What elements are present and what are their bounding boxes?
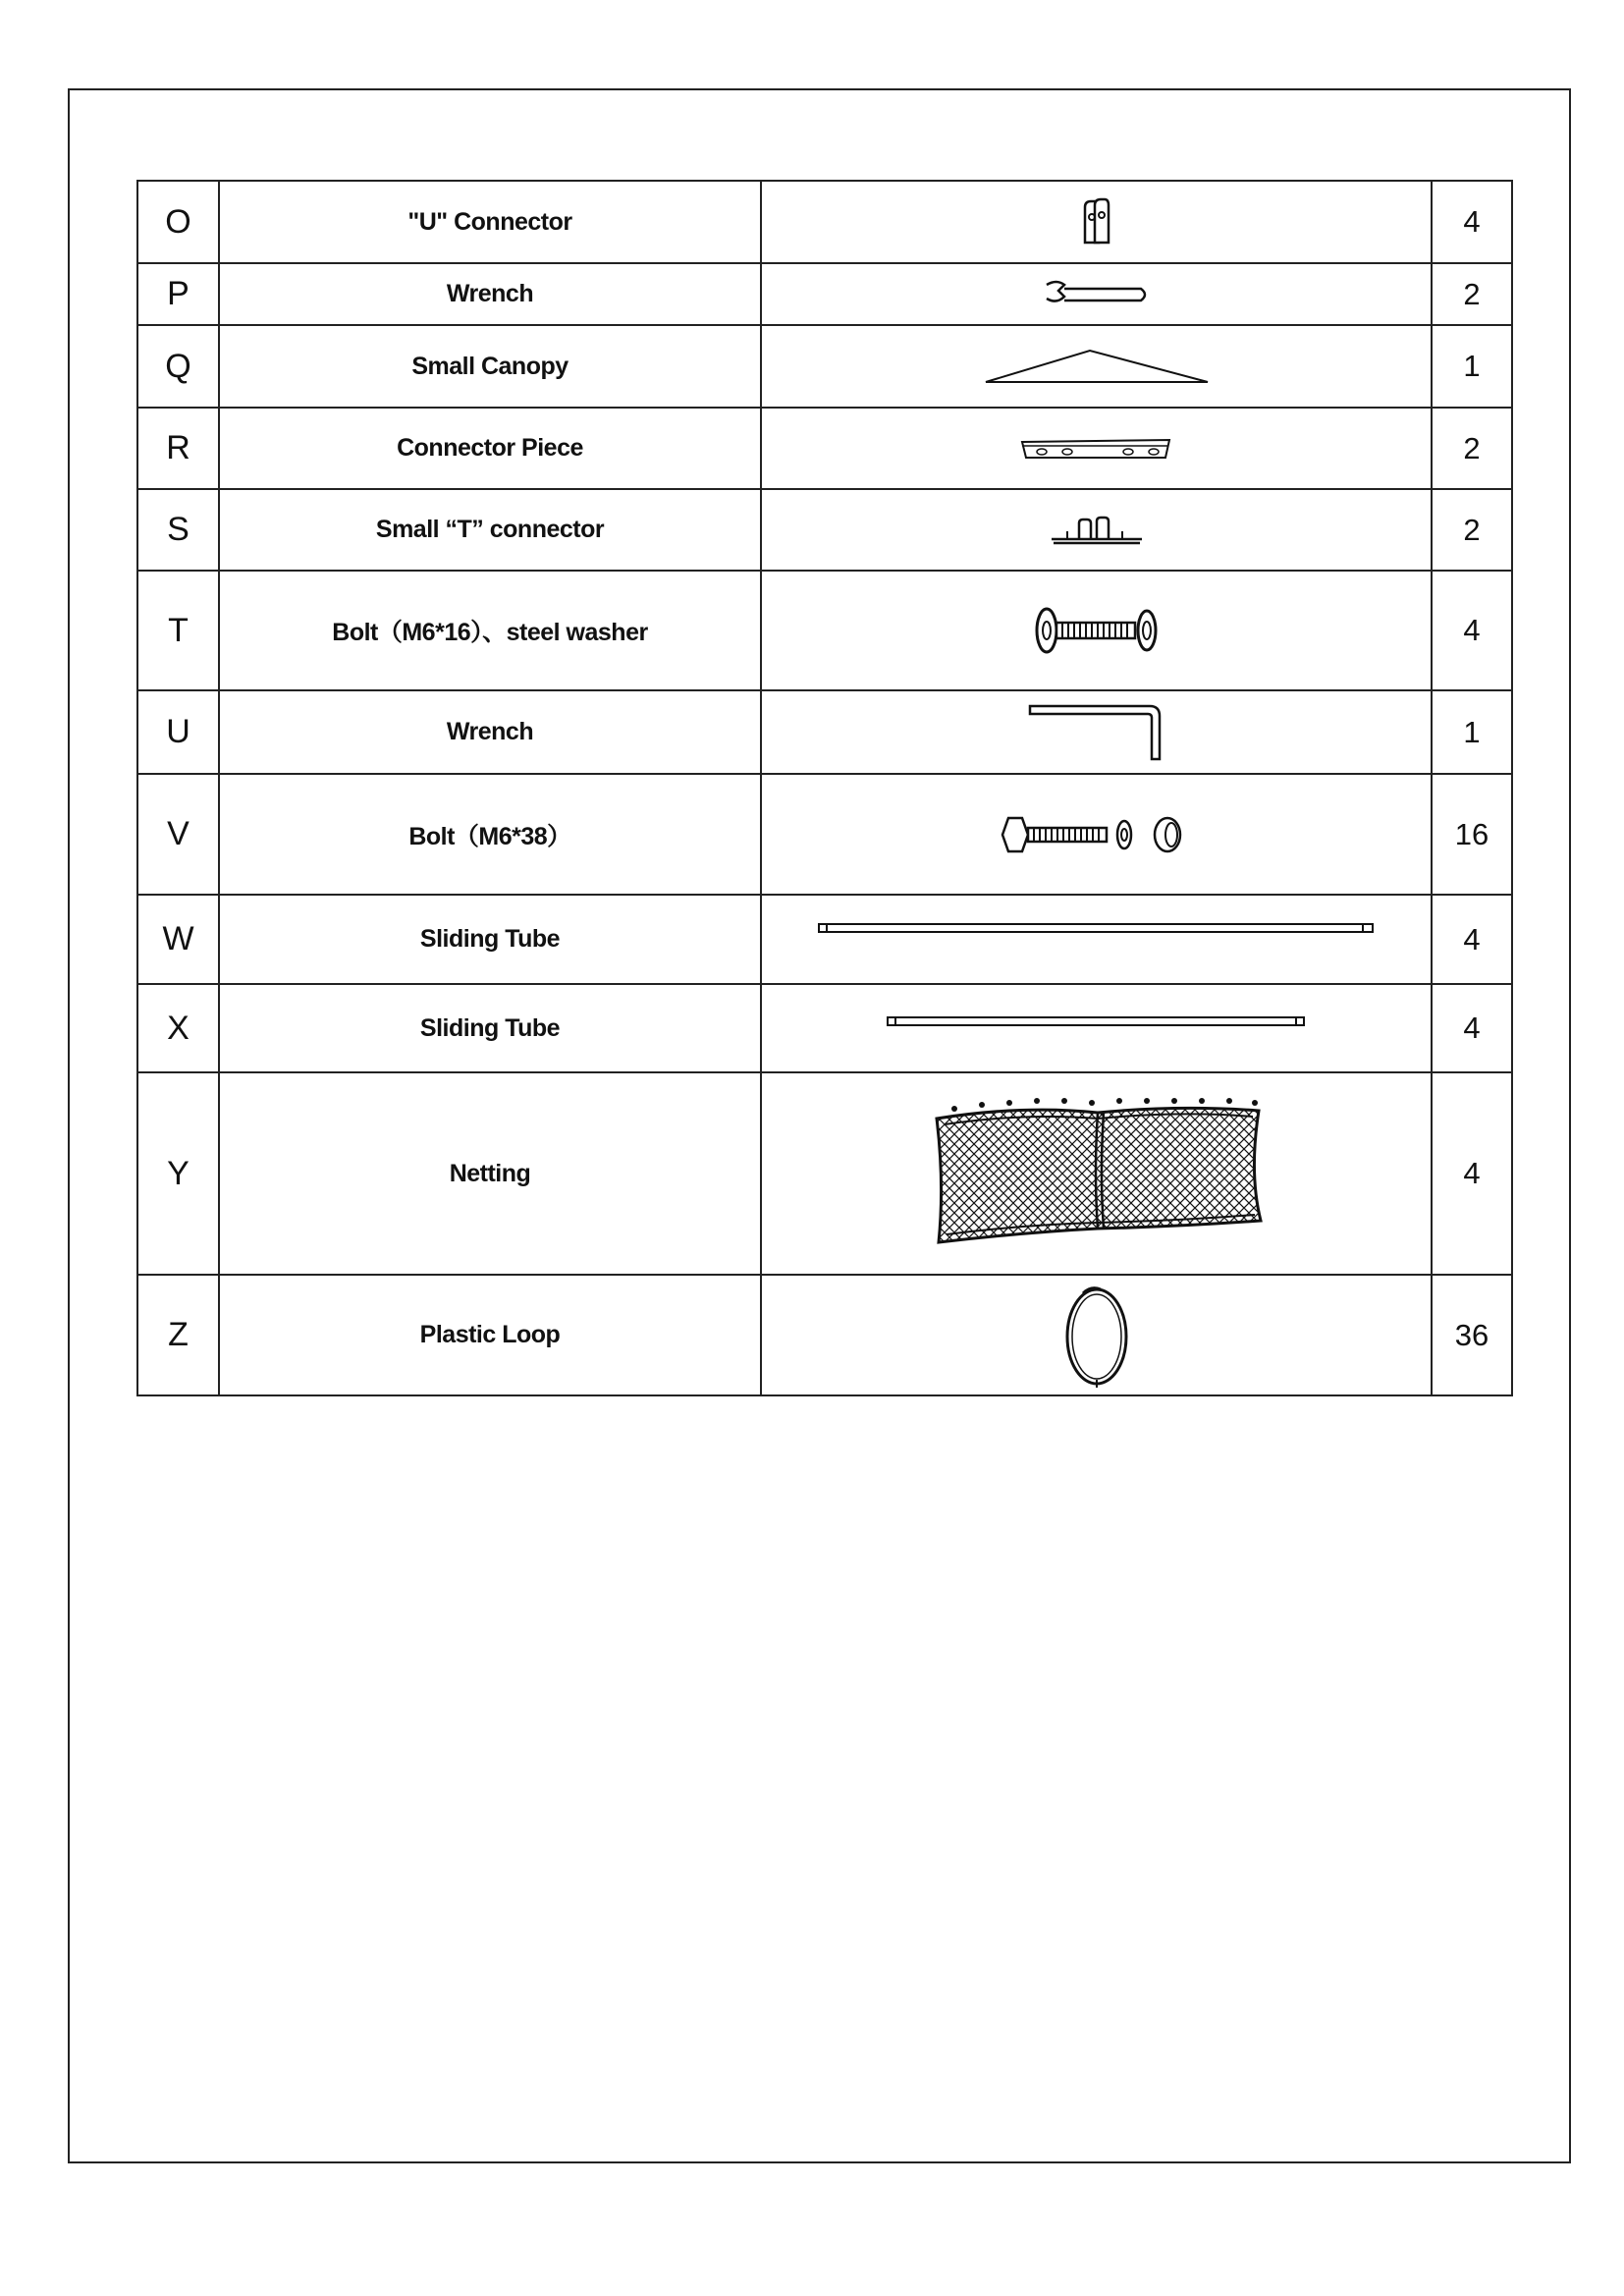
table-row xyxy=(137,181,1512,263)
part-quantity: 16 xyxy=(1432,774,1512,895)
table-row xyxy=(137,263,1512,325)
allen-key-icon xyxy=(1028,702,1165,763)
part-letter: T xyxy=(137,571,219,690)
table-row xyxy=(137,489,1512,571)
part-name: Bolt（M6*38） xyxy=(219,774,761,895)
part-image xyxy=(761,571,1432,690)
part-name: Sliding Tube xyxy=(219,984,761,1072)
part-letter: P xyxy=(137,263,219,325)
part-name: Small “T” connector xyxy=(219,489,761,571)
table-row xyxy=(137,984,1512,1072)
u-connector-icon xyxy=(1077,197,1116,246)
part-name: "U" Connector xyxy=(219,181,761,263)
plastic-loop-icon xyxy=(1057,1282,1136,1390)
part-letter: W xyxy=(137,895,219,984)
part-quantity: 1 xyxy=(1432,325,1512,408)
part-quantity: 2 xyxy=(1432,408,1512,489)
part-image xyxy=(761,325,1432,408)
table-row xyxy=(137,571,1512,690)
part-quantity: 4 xyxy=(1432,1072,1512,1275)
part-image xyxy=(761,263,1432,325)
part-name: Wrench xyxy=(219,690,761,774)
table-row xyxy=(137,690,1512,774)
part-letter: R xyxy=(137,408,219,489)
part-letter: X xyxy=(137,984,219,1072)
part-image xyxy=(761,984,1432,1072)
part-letter: Q xyxy=(137,325,219,408)
part-quantity: 4 xyxy=(1432,181,1512,263)
connector-piece-icon xyxy=(1018,434,1175,464)
part-image xyxy=(761,895,1432,984)
part-letter: Y xyxy=(137,1072,219,1275)
part-quantity: 4 xyxy=(1432,571,1512,690)
part-name: Wrench xyxy=(219,263,761,325)
part-name: Small Canopy xyxy=(219,325,761,408)
part-quantity: 4 xyxy=(1432,984,1512,1072)
part-name: Bolt（M6*16）、steel washer xyxy=(219,571,761,690)
part-image xyxy=(761,690,1432,774)
part-name: Connector Piece xyxy=(219,408,761,489)
canopy-icon xyxy=(984,347,1210,386)
part-quantity: 4 xyxy=(1432,895,1512,984)
part-letter: Z xyxy=(137,1275,219,1395)
part-image xyxy=(761,774,1432,895)
hex-bolt-icon xyxy=(999,810,1195,859)
parts-list-table xyxy=(136,180,1513,1396)
part-letter: S xyxy=(137,489,219,571)
table-row xyxy=(137,408,1512,489)
part-quantity: 2 xyxy=(1432,263,1512,325)
part-quantity: 36 xyxy=(1432,1275,1512,1395)
part-letter: V xyxy=(137,774,219,895)
table-row xyxy=(137,895,1512,984)
part-image xyxy=(761,1275,1432,1395)
part-quantity: 2 xyxy=(1432,489,1512,571)
part-name: Netting xyxy=(219,1072,761,1275)
part-letter: O xyxy=(137,181,219,263)
netting-icon xyxy=(925,1095,1269,1252)
part-image xyxy=(761,1072,1432,1275)
short-tube-icon xyxy=(886,1014,1308,1028)
part-name: Plastic Loop xyxy=(219,1275,761,1395)
t-connector-icon xyxy=(1048,514,1146,547)
part-quantity: 1 xyxy=(1432,690,1512,774)
bolt-washer-icon xyxy=(1033,603,1161,658)
open-wrench-icon xyxy=(1043,277,1151,312)
part-name: Sliding Tube xyxy=(219,895,761,984)
part-image xyxy=(761,181,1432,263)
table-row xyxy=(137,1275,1512,1395)
part-letter: U xyxy=(137,690,219,774)
part-image xyxy=(761,408,1432,489)
table-row xyxy=(137,325,1512,408)
part-image xyxy=(761,489,1432,571)
long-tube-icon xyxy=(817,921,1377,935)
table-row xyxy=(137,774,1512,895)
table-row xyxy=(137,1072,1512,1275)
